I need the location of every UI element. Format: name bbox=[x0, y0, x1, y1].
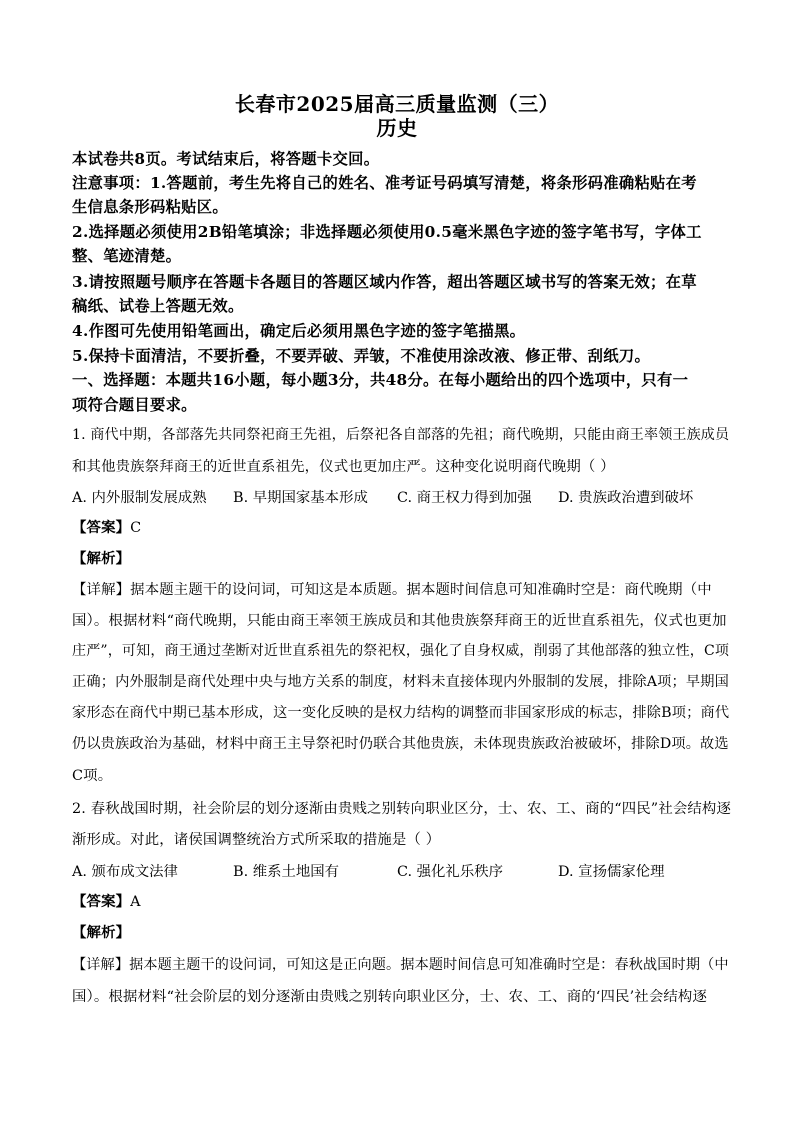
detail-line: 仍以贵族政治为基础，材料中商王主导祭祀时仍联合其他贵族，未体现贵族政治被破坏，排除D项。故选 bbox=[72, 736, 729, 752]
option-d: D. 宣扬儒家伦理 bbox=[558, 864, 665, 880]
detail-line: 【详解】据本题主题干的设问词，可知这是本质题。据本题时间信息可知准确时空是：商代晚期（中 bbox=[72, 582, 712, 598]
notice-line: 生信息条形码粘贴区。 bbox=[72, 198, 228, 216]
answer-label: 【答案】 bbox=[72, 893, 131, 910]
detail-line: 正确；内外服制是商代处理中央与地方关系的制度，材料未直接体现内外服制的发展，排除A项；早期国 bbox=[72, 674, 730, 690]
analysis-label: 【解析】 bbox=[72, 924, 131, 941]
question-stem: 和其他贵族祭拜商王的近世直系祖先，仪式也更加庄严。这种变化说明商代晚期（ ） bbox=[72, 459, 615, 475]
option-b: B. 早期国家基本形成 bbox=[233, 490, 368, 506]
option-c: C. 商王权力得到加强 bbox=[397, 490, 532, 506]
answer-value: C bbox=[130, 520, 142, 536]
option-a: A. 颁布成文法律 bbox=[72, 864, 178, 880]
detail-line: C项。 bbox=[72, 768, 113, 784]
page-title: 长春市2025届高三质量监测（三） bbox=[234, 92, 560, 116]
question-stem: 2. 春秋战国时期，社会阶层的划分逐渐由贵贱之别转向职业区分，士、农、工、商的“四民”社会结构逐 bbox=[72, 801, 732, 817]
subject-title: 历史 bbox=[376, 116, 418, 140]
detail-line: 国）。根据材料“社会阶层的划分逐渐由贵贱之别转向职业区分，士、农、工、商的‘四民’社会结构逐 bbox=[72, 989, 708, 1005]
notice-line: 注意事项：1.答题前，考生先将自己的姓名、准考证号码填写清楚，将条形码准确粘贴在考 bbox=[72, 174, 697, 192]
option-a: A. 内外服制发展成熟 bbox=[72, 490, 207, 506]
answer-value: A bbox=[130, 894, 141, 910]
option-b: B. 维系土地国有 bbox=[233, 864, 340, 880]
answer-label: 【答案】 bbox=[72, 519, 131, 536]
detail-line: 家形态在商代中期已基本形成，这一变化反映的是权力结构的调整而非国家形成的标志，排除B项；商代 bbox=[72, 705, 730, 721]
section-heading: 一、选择题：本题共16小题，每小题3分，共48分。在每小题给出的四个选项中，只有一 bbox=[72, 371, 689, 389]
question-stem: 1. 商代中期，各部落先共同祭祀商王先祖，后祭祀各自部落的先祖；商代晚期，只能由商王率领王族成员 bbox=[72, 427, 730, 443]
notice-line: 本试卷共8页。考试结束后，将答题卡交回。 bbox=[72, 150, 380, 168]
answer-row bbox=[72, 890, 732, 911]
notice-line: 整、笔迹清楚。 bbox=[72, 247, 182, 265]
notice-line: 5.保持卡面清洁，不要折叠，不要弄破、弄皱，不准使用涂改液、修正带、刮纸刀。 bbox=[72, 347, 651, 365]
detail-line: 庄严”，可知，商王通过垄断对近世直系祖先的祭祀权，强化了自身权威，削弱了其他部落的独立性，C项 bbox=[72, 643, 730, 659]
notice-line: 3.请按照题号顺序在答题卡各题目的答题区域内作答，超出答题区域书写的答案无效；在草 bbox=[72, 273, 697, 291]
notice-line: 4.作图可先使用铅笔画出，确定后必须用黑色字迹的签字笔描黑。 bbox=[72, 322, 526, 340]
detail-line: 【详解】据本题主题干的设问词，可知这是正向题。据本题时间信息可知准确时空是：春秋战国时期（中 bbox=[72, 957, 729, 973]
notice-line: 2.选择题必须使用2B铅笔填涂；非选择题必须使用0.5毫米黑色字迹的签字笔书写，字体工 bbox=[72, 223, 702, 241]
section-heading: 项符合题目要求。 bbox=[72, 396, 197, 414]
option-d: D. 贵族政治遭到破坏 bbox=[558, 490, 694, 506]
question-stem: 渐形成。对此，诸侯国调整统治方式所采取的措施是（ ） bbox=[72, 832, 441, 848]
notice-line: 稿纸、试卷上答题无效。 bbox=[72, 297, 244, 315]
analysis-label: 【解析】 bbox=[72, 550, 131, 567]
answer-row bbox=[72, 516, 732, 537]
detail-line: 国）。根据材料“商代晚期，只能由商王率领王族成员和其他贵族祭拜商王的近世直系祖先，仪式也更加 bbox=[72, 613, 727, 629]
option-c: C. 强化礼乐秩序 bbox=[397, 864, 503, 880]
